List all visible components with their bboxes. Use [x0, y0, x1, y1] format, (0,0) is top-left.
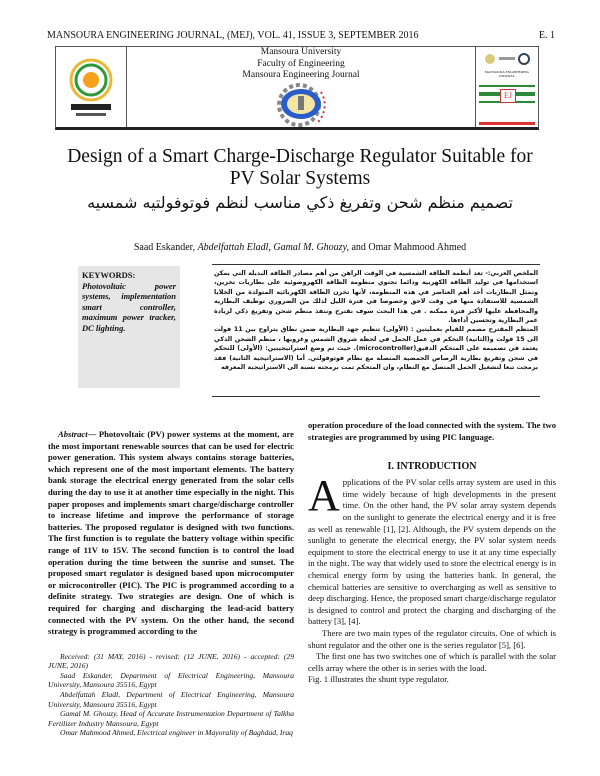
journal-citation: MANSOURA ENGINEERING JOURNAL, (MEJ), VOL. 41, ISSUE 3, SEPTEMBER 2016: [47, 30, 419, 41]
journal-logo-text: MANSOURA ENGINEERING JOURNAL: [484, 70, 530, 78]
left-column: [48, 429, 294, 738]
footnote-affiliation: Gamal M. Ghouzy, Head of Accurate Instrumentation Department of Talkha Fertilizer Industry Mansoura, Egypt: [48, 709, 294, 728]
abstract-text: — Photovoltaic (PV) power systems at the moment, are the most important renewable sources that can be used for electric power generation. This system always contains storage batteries, which represent one of the most important elements. The battery bank storage the electrical energy generated from the solar cells during the day to use it at another time especially in the night. This paper proposes and implements smart charge/discharge controller to increase lifetime and improve the performance of storage batteries. The proposed regulator is designed with two functions. The first function is to regulate the battery voltage within specific range of 11V to 15V. The second function is to control the load operation during the time between the sunrise and sunset. The proposed smart regulator is designed based upon microcomputer or microcontroller (PIC). The PIC is programmed according to a definite strategy. Two strategies are design. One of which is required for charging and discharging the lead-acid battery connected with the PV system. On the other hand, the second strategy is programmed according to the: [48, 429, 294, 637]
university-emblem-icon: [66, 52, 116, 122]
author: Abdelfattah Eladl, Gamal M. Ghouzy,: [197, 242, 349, 253]
right-column: [308, 420, 556, 686]
ej-logo: EJ: [479, 83, 535, 105]
running-header: [47, 30, 555, 41]
masthead-center: [127, 47, 475, 127]
introduction-body: [308, 471, 556, 686]
masthead: [55, 46, 539, 130]
faculty-name: Faculty of Engineering: [257, 58, 345, 69]
red-bar: [479, 122, 535, 125]
journal-logo: [475, 47, 538, 127]
section-heading: I. INTRODUCTION: [387, 461, 477, 473]
faculty-logo-icon: [261, 82, 341, 128]
drop-cap: A: [308, 471, 340, 521]
author-list: [60, 242, 540, 253]
intro-paragraph: Applications of the PV solar cells array system are used in this time widely because of high developments in the present time. On the other hand, the PV solar array system depends on the sunlight to generate the electrical energy and it is free as well as renewable [1], [2]. Although, the PV system depends on the sunlight to generate the electrical energy, the PV solar system needs equipment to store the electrical energy to use it at any time especially in the night. The way that widely used to store the electrical energy is in chemical energy form by using the batteries bank. In general, the chemical batteries are sensitive to overcharging as well as sensitive to deep discharging. Hence, the proposed smart charge/discharge regulator is designed to control and protect the charging and discharging of the battery [3], [4].: [308, 471, 556, 627]
page-number: E. 1: [538, 30, 555, 41]
footnote-affiliation: Saad Eskander, Department of Electrical Engineering, Mansoura University, Mansoura 35516, Egypt: [48, 670, 294, 690]
footnote-affiliation: Abdelfattah Eladl, Department of Electrical Engineering, Mansoura University, Mansoura 35516, Egypt: [48, 690, 294, 709]
footnote-affiliation: Omar Mahmood Ahmed, Electrical engineer in Mayorality of Baghdad, Iraq: [60, 728, 293, 738]
intro-paragraph: Fig. 1 illustrates the shunt type regulator.: [308, 674, 449, 685]
abstract-label: Abstract: [58, 429, 88, 439]
paper-title-arabic: تصميم منظم شحن وتفريغ ذكي مناسب لنظم فوتوفولتيه شمسيه: [87, 193, 513, 212]
keywords-text: Photovoltaic power systems, implementation smart controller, maximum power tracker, DC lighting.: [82, 280, 176, 333]
footnote-dates: Received: (31 MAY, 2016) - revised: (12 JUNE, 2016) - accepted: (29 JUNE, 2016): [48, 651, 294, 671]
journal-name: Mansoura Engineering Journal: [242, 70, 360, 80]
abstract-continued: operation procedure of the load connected with the system. The two strategies are programmed by using PIC language.: [308, 420, 556, 442]
intro-paragraph: There are two main types of the regulator circuits. One of which is shunt regulator and the other one is the series regulator [5], [6].: [308, 627, 556, 650]
university-name: Mansoura University: [260, 47, 342, 57]
keywords-box: [78, 266, 180, 388]
arabic-abstract: [212, 264, 540, 397]
intro-paragraph: The first one has two switches one of which is parallel with the solar cells array where the other is in series with the load.: [308, 651, 556, 673]
author: Saad Eskander,: [133, 242, 196, 253]
arabic-abstract-p1: الملخص العربي:- تعد أنظمة الطاقة الشمسية في الوقت الراهن من أهم مصادر الطاقة البديلة التي يمكن استخدامها في توليد الطاقة الكهربية ودائما تحتوي منظومة الطاقة الكهروضوئية على بطاريات تخزين، وتمثل البطاريات أحد أهم العناصر في هذه المنظومة، لأنها تخزن الطاقة الكهربائية المتولدة من الخلايا الشمسية للاستفادة منها في وقت لاحق وخصوصا في فترة الليل لذلك من الضروري توظيف البطارية والمحافظة عليها لأكبر فترة ممكنه . في هذا البحث سوف نقترح وننفذ منظم شحن وتفريغ ذكي لزيادة عمر البطارية وتحسين أداءها.: [214, 270, 538, 325]
abstract: [48, 429, 294, 638]
university-logo: [56, 47, 127, 127]
keywords-heading: KEYWORDS:: [82, 270, 136, 280]
title-block: [60, 146, 540, 213]
partner-logos-icon: [482, 53, 532, 65]
arabic-abstract-p2: المنظم المقترح مصمم للقيام بعمليتين : (الأولى) تنظيم جهد البطارية ضمن نطاق يتراوح بين 11 فولت الى 15 فولت و(الثانية) التحكم في عمل الحمل في لحظة شروق الشمس وغروبها ، منظم الشحن الذكي يعتمد في تصميمه على المتحكم الدقيق(microcontroller). حيث تم وضع استراتيجيتين: (الأولى) للتحكم في شحن وتفريغ بطارية الرصاص الحمضية المتصلة مع نظام فوتوفولتي. أما (الاستراتيجية الثانية) فقد برمجت تبعا لتشغيل الحمل المتصل مع النظام، وان المتحكم تمت برمجته نسبة الى الاستراتيجية المعرفه: [214, 326, 539, 372]
footnotes: [48, 652, 294, 738]
paper-title: Design of a Smart Charge-Discharge Regulator Suitable for PV Solar Systems: [67, 146, 533, 189]
author: and Omar Mahmood Ahmed: [351, 242, 467, 253]
